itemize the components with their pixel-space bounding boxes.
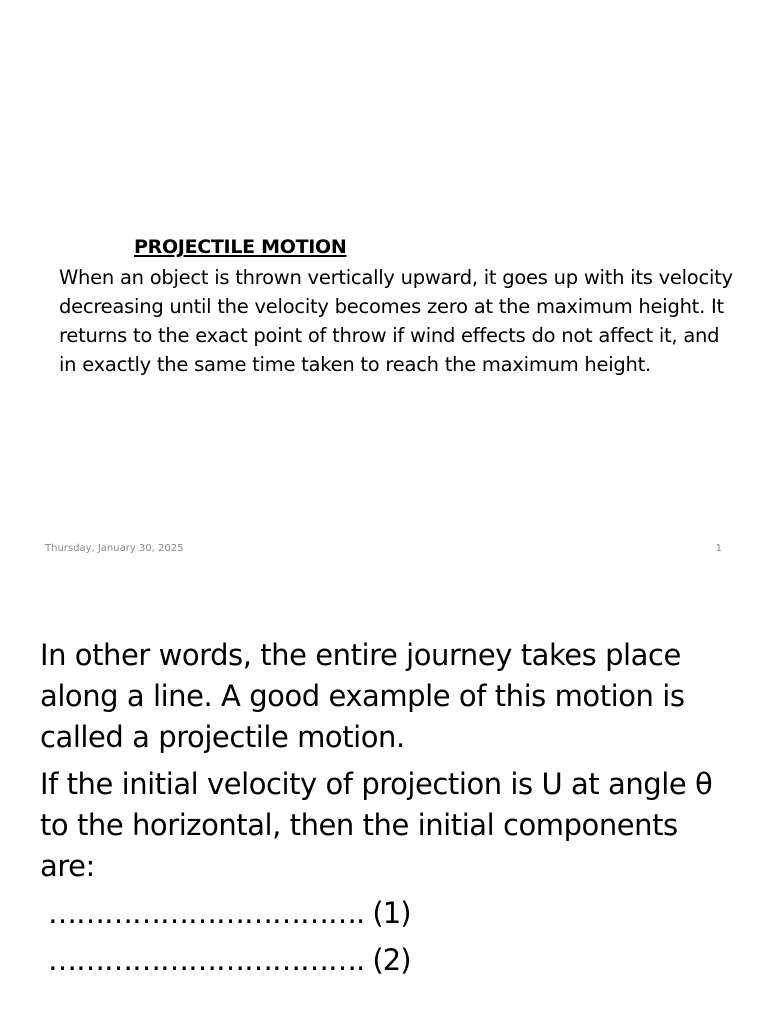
body-line: called a projectile motion. (40, 720, 405, 754)
slide-2 (0, 576, 768, 1024)
paragraph-2 (40, 764, 740, 887)
body-line: are: (40, 849, 95, 883)
body-line: decreasing until the velocity becomes zero at the maximum height. It (59, 295, 724, 318)
slide-title: PROJECTILE MOTION (134, 236, 347, 258)
paragraph-1 (40, 635, 740, 758)
footer-date: Thursday, January 30, 2025 (45, 543, 184, 554)
body-line: In other words, the entire journey takes place (40, 638, 681, 672)
body-line: to the horizontal, then the initial components (40, 808, 678, 842)
slide-2-body (40, 635, 740, 981)
body-line: If the initial velocity of projection is U at angle θ (40, 767, 713, 801)
page-number: 1 (715, 543, 722, 554)
body-line: returns to the exact point of throw if wind effects do not affect it, and (59, 324, 720, 347)
blank-equation-1: ……………………………. (1) (48, 896, 411, 930)
body-line: along a line. A good example of this motion is (40, 679, 685, 713)
slide-1-body (59, 263, 749, 379)
body-line: When an object is thrown vertically upward, it goes up with its velocity (59, 266, 733, 289)
blank-equation-2: ……………………………. (2) (48, 943, 411, 977)
body-line: in exactly the same time taken to reach the maximum height. (59, 353, 651, 376)
